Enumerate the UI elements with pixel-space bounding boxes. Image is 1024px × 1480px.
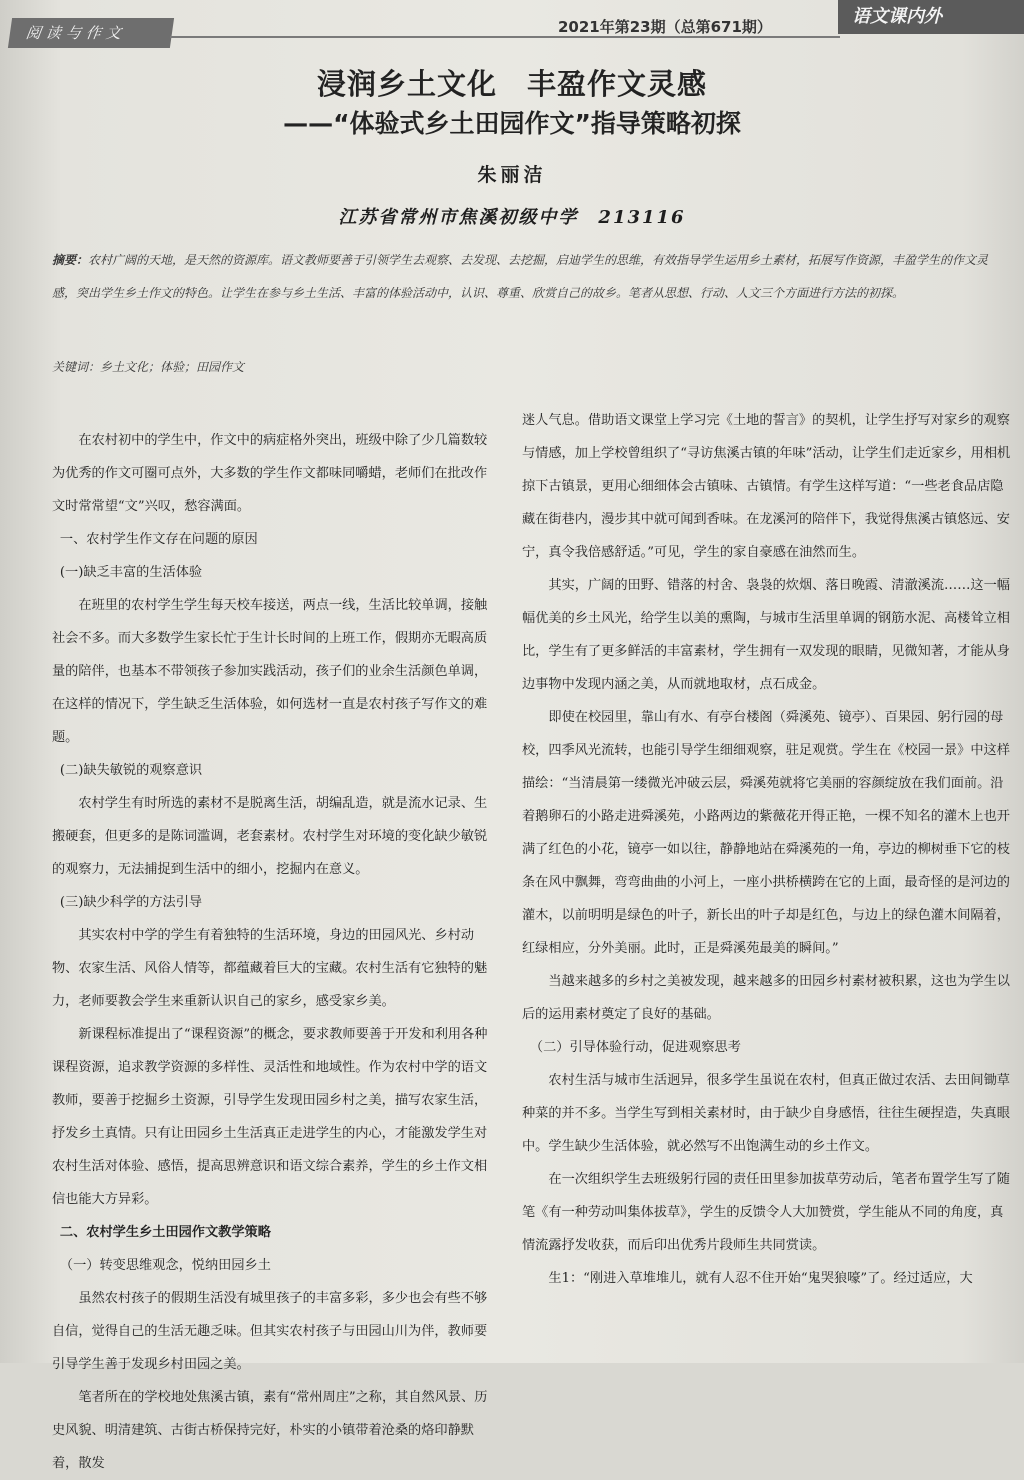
section-heading: （一）转变思维观念，悦纳田园乡土 bbox=[59, 1258, 271, 1273]
author-affiliation: 江苏省常州市焦溪初级中学 213116 bbox=[338, 207, 686, 228]
paragraph: 当越来越多的乡村之美被发现，越来越多的田园乡村素材被积累，这也为学生以后的运用素材奠定了良好的基础。 bbox=[522, 974, 1010, 1022]
magazine-name: 语文课内外 bbox=[838, 0, 1024, 34]
section-heading: 二、农村学生乡土田园作文教学策略 bbox=[59, 1225, 271, 1240]
paragraph: 即使在校园里，靠山有水、有亭台楼阁（舜溪苑、镜亭）、百果园、躬行园的母校，四季风光流转，也能引导学生细细观察，驻足观赏。学生在《校园一景》中这样描绘：“当清晨第一缕微光冲破云层，舜溪苑就将它美丽的容颜绽放在我们面前。沿着鹅卵石的小路走进舜溪苑，小路两边的紫薇花开得正艳，一棵不知名的灌木上也开满了红色的小花，镜亭一如以往，静静地站在舜溪苑的一角，亭边的柳树垂下它的枝条在风中飘舞，弯弯曲曲的小河上，一座小拱桥横跨在它的上面，最奇怪的是河边的灌木，以前明明是绿色的叶子，新长出的叶子却是红色，与边上的绿色灌木间隔着，红绿相应，分外美丽。此时，正是舜溪苑最美的瞬间。” bbox=[522, 710, 1010, 956]
abstract bbox=[52, 244, 1002, 310]
right-column bbox=[522, 404, 1012, 1295]
paragraph: 其实农村中学的学生有着独特的生活环境，身边的田园风光、乡村动物、农家生活、风俗人情等，都蕴藏着巨大的宝藏。农村生活有它独特的魅力，老师要教会学生来重新认识自己的家乡，感受家乡美。 bbox=[52, 928, 488, 1009]
issue-number: 2021年第23期（总第671期） bbox=[558, 18, 772, 36]
paragraph: 新课程标准提出了“课程资源”的概念，要求教师要善于开发和利用各种课程资源，追求教学资源的多样性、灵活性和地域性。作为农村中学的语文教师，要善于挖掘乡土资源，引导学生发现田园乡村之美，描写农家生活，抒发乡土真情。只有让田园乡土生活真正走进学生的内心，才能激发学生对农村生活对体验、感悟，提高思辨意识和语文综合素养，学生的乡土作文相信也能大方异彩。 bbox=[52, 1027, 488, 1207]
paragraph: 迷人气息。借助语文课堂上学习完《土地的誓言》的契机，让学生抒写对家乡的观察与情感，加上学校曾组织了“寻访焦溪古镇的年味”活动，让学生们走近家乡，用相机掠下古镇景，更用心细细体会古镇味、古镇情。有学生这样写道：“一些老食品店隐藏在街巷内，漫步其中就可闻到香味。在龙溪河的陪伴下，我觉得焦溪古镇悠远、安宁，真令我倍感舒适。”可见，学生的家自豪感在油然而生。 bbox=[522, 413, 1011, 560]
abstract-label: 摘要： bbox=[52, 253, 89, 267]
keywords: 关键词：乡土文化；体验；田园作文 bbox=[52, 360, 245, 374]
paragraph: 农村生活与城市生活迥异，很多学生虽说在农村，但真正做过农活、去田间锄草种菜的并不多。当学生写到相关素材时，由于缺少自身感悟，往往生硬捏造，失真眼中。学生缺少生活体验，就必然写不出饱满生动的乡土作文。 bbox=[522, 1073, 1010, 1154]
paragraph: 在农村初中的学生中，作文中的病症格外突出，班级中除了少几篇数较为优秀的作文可圈可点外，大多数的学生作文都味同嚼蜡，老师们在批改作文时常常望“文”兴叹，愁容满面。 bbox=[52, 433, 488, 514]
section-heading: (一)缺乏丰富的生活体验 bbox=[59, 565, 203, 580]
section-heading: (二)缺失敏锐的观察意识 bbox=[59, 763, 203, 778]
article-title: 浸润乡土文化 丰盈作文灵感 bbox=[316, 67, 707, 101]
paragraph: 生1：“刚进入草堆堆儿，就有人忍不住开始“鬼哭狼嚎”了。经过适应，大 bbox=[548, 1271, 973, 1286]
abstract-text: 农村广阔的天地，是天然的资源库。语文教师要善于引领学生去观察、去发现、去挖掘，启迪学生的思维，有效指导学生运用乡土素材，拓展写作资源，丰盈学生的作文灵感，突出学生乡土作文的特色。让学生在参与乡土生活、丰富的体验活动中，认识、尊重、欣赏自己的故乡。笔者从思想、行动、人文三个方面进行方法的初探。 bbox=[52, 253, 989, 300]
paragraph: 笔者所在的学校地处焦溪古镇，素有“常州周庄”之称，其自然风景、历史风貌、明清建筑、古街古桥保持完好，朴实的小镇带着沧桑的烙印静默着，散发 bbox=[52, 1390, 488, 1471]
author-name: 朱丽洁 bbox=[477, 164, 547, 186]
article-subtitle: ——“体验式乡土田园作文”指导策略初探 bbox=[283, 109, 741, 138]
paragraph: 其实，广阔的田野、错落的村舍、袅袅的炊烟、落日晚霞、清澈溪流……这一幅幅优美的乡土风光，给学生以美的熏陶，与城市生活里单调的钢筋水泥、高楼耸立相比，学生有了更多鲜活的丰富素材，学生拥有一双发现的眼睛，见微知著，才能从身边事物中发现内涵之美，从而就地取材，点石成金。 bbox=[522, 578, 1010, 692]
section-banner: 阅读与作文 bbox=[8, 18, 174, 48]
left-column bbox=[52, 424, 492, 1480]
header-rule bbox=[170, 36, 840, 38]
section-heading: (三)缺少科学的方法引导 bbox=[59, 895, 203, 910]
section-heading: （二）引导体验行动，促进观察思考 bbox=[529, 1040, 741, 1055]
paragraph: 农村学生有时所选的素材不是脱离生活，胡编乱造，就是流水记录、生搬硬套，但更多的是陈词滥调，老套素材。农村学生对环境的变化缺少敏锐的观察力，无法捕捉到生活中的细小，挖掘内在意义。 bbox=[52, 796, 488, 877]
section-heading: 一、农村学生作文存在问题的原因 bbox=[59, 532, 258, 547]
paragraph: 在一次组织学生去班级躬行园的责任田里参加拔草劳动后，笔者布置学生写了随笔《有一种劳动叫集体拔草》，学生的反馈令人大加赞赏，学生能从不同的角度，真情流露抒发收获，而后印出优秀片段师生共同赏读。 bbox=[522, 1172, 1010, 1253]
paragraph: 虽然农村孩子的假期生活没有城里孩子的丰富多彩，多少也会有些不够自信，觉得自己的生活无趣乏味。但其实农村孩子与田园山川为伴，教师要引导学生善于发现乡村田园之美。 bbox=[52, 1291, 488, 1372]
paragraph: 在班里的农村学生学生每天校车接送，两点一线，生活比较单调，接触社会不多。而大多数学生家长忙于生计长时间的上班工作，假期亦无暇高质量的陪伴，也基本不带领孩子参加实践活动，孩子们的业余生活颜色单调，在这样的情况下，学生缺乏生活体验，如何选材一直是农村孩子写作文的难题。 bbox=[52, 598, 488, 745]
